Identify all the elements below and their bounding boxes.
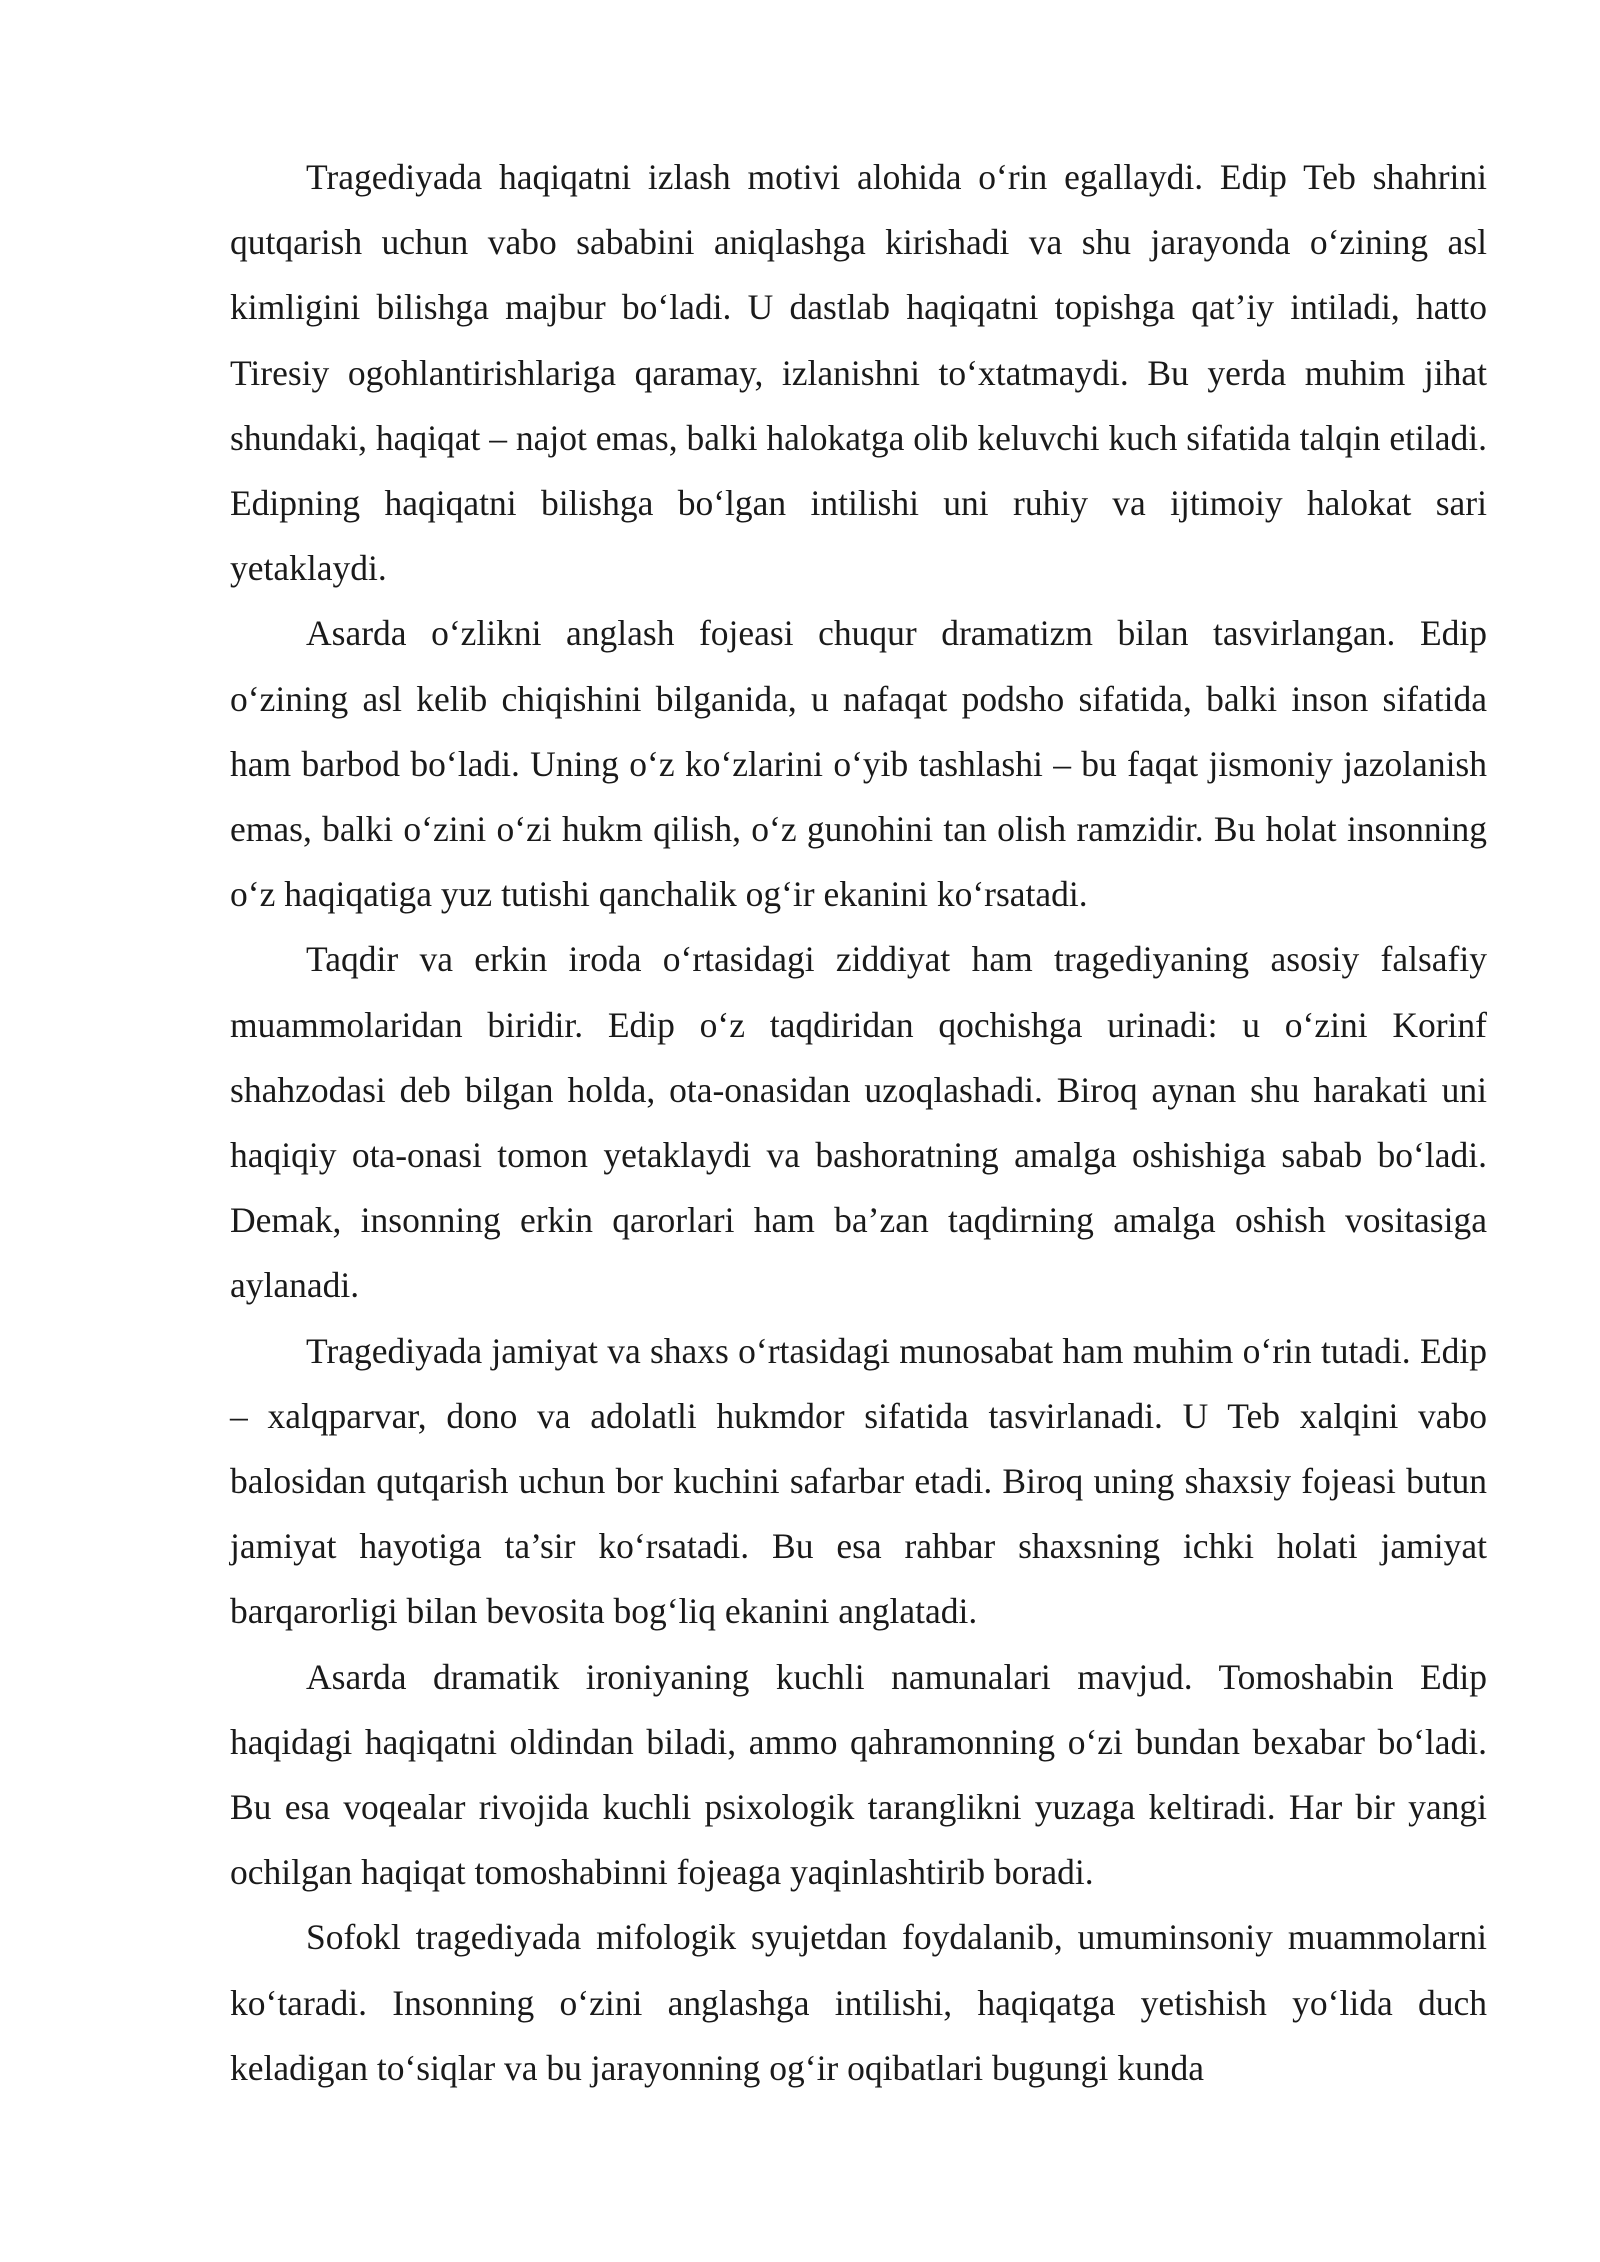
paragraph-dramatic-irony: Asarda dramatik ironiyaning kuchli namunalari mavjud. Tomoshabin Edip haqidagi haqiqatni oldindan biladi, ammo qahramonning o‘zi bundan bexabar bo‘ladi. Bu esa voqealar rivojida kuchli psixologik taranglikni yuzaga keltiradi. Har bir yangi ochilgan haqiqat tomoshabinni fojeaga yaqinlashtirib boradi. — [230, 1656, 1487, 1893]
paragraph-fate-free-will: Taqdir va erkin iroda o‘rtasidagi ziddiyat ham tragediyaning asosiy falsafiy muammolaridan biridir. Edip o‘z taqdiridan qochishga urinadi: u o‘zini Korinf shahzodasi deb bilgan holda, ota-onasidan uzoqlashadi. Biroq aynan shu harakati uni haqiqiy ota-onasi tomon yetaklaydi va bashoratning amalga oshishiga sabab bo‘ladi. Demak, insonning erkin qarorlari ham ba’zan taqdirning amalga oshish vositasiga aylanadi. — [230, 939, 1487, 1306]
document-body — [230, 145, 1487, 2101]
paragraph-society-individual: Tragediyada jamiyat va shaxs o‘rtasidagi munosabat ham muhim o‘rin tutadi. Edip – xalqparvar, dono va adolatli hukmdor sifatida tasvirlanadi. U Teb xalqini vabo balosidan qutqarish uchun bor kuchini safarbar etadi. Biroq uning shaxsiy fojeasi butun jamiyat hayotiga ta’sir ko‘rsatadi. Bu esa rahbar shaxsning ichki holati jamiyat barqarorligi bilan bevosita bog‘liq ekanini anglatadi. — [230, 1330, 1487, 1632]
paragraph-self-knowledge: Asarda o‘zlikni anglash fojeasi chuqur dramatizm bilan tasvirlangan. Edip o‘zining asl kelib chiqishini bilganida, u nafaqat podsho sifatida, balki inson sifatida ham barbod bo‘ladi. Uning o‘z ko‘zlarini o‘yib tashlashi – bu faqat jismoniy jazolanish emas, balki o‘zini o‘zi hukm qilish, o‘z gunohini tan olish ramzidir. Bu holat insonning o‘z haqiqatiga yuz tutishi qanchalik og‘ir ekanini ko‘rsatadi. — [230, 613, 1487, 915]
paragraph-truth-seeking: Tragediyada haqiqatni izlash motivi alohida o‘rin egallaydi. Edip Teb shahrini qutqarish uchun vabo sababini aniqlashga kirishadi va shu jarayonda o‘zining asl kimligini bilishga majbur bo‘ladi. U dastlab haqiqatni topishga qat’iy intiladi, hatto Tiresiy ogohlantirishlariga qaramay, izlanishni to‘xtatmaydi. Bu yerda muhim jihat shundaki, haqiqat – najot emas, balki halokatga olib keluvchi kuch sifatida talqin etiladi. Edipning haqiqatni bilishga bo‘lgan intilishi uni ruhiy va ijtimoiy halokat sari yetaklaydi. — [230, 157, 1487, 589]
paragraph-sophocles: Sofokl tragediyada mifologik syujetdan foydalanib, umuminsoniy muammolarni ko‘taradi. Insonning o‘zini anglashga intilishi, haqiqatga yetishish yo‘lida duch keladigan to‘siqlar va bu jarayonning og‘ir oqibatlari bugungi kunda — [230, 1917, 1487, 2088]
